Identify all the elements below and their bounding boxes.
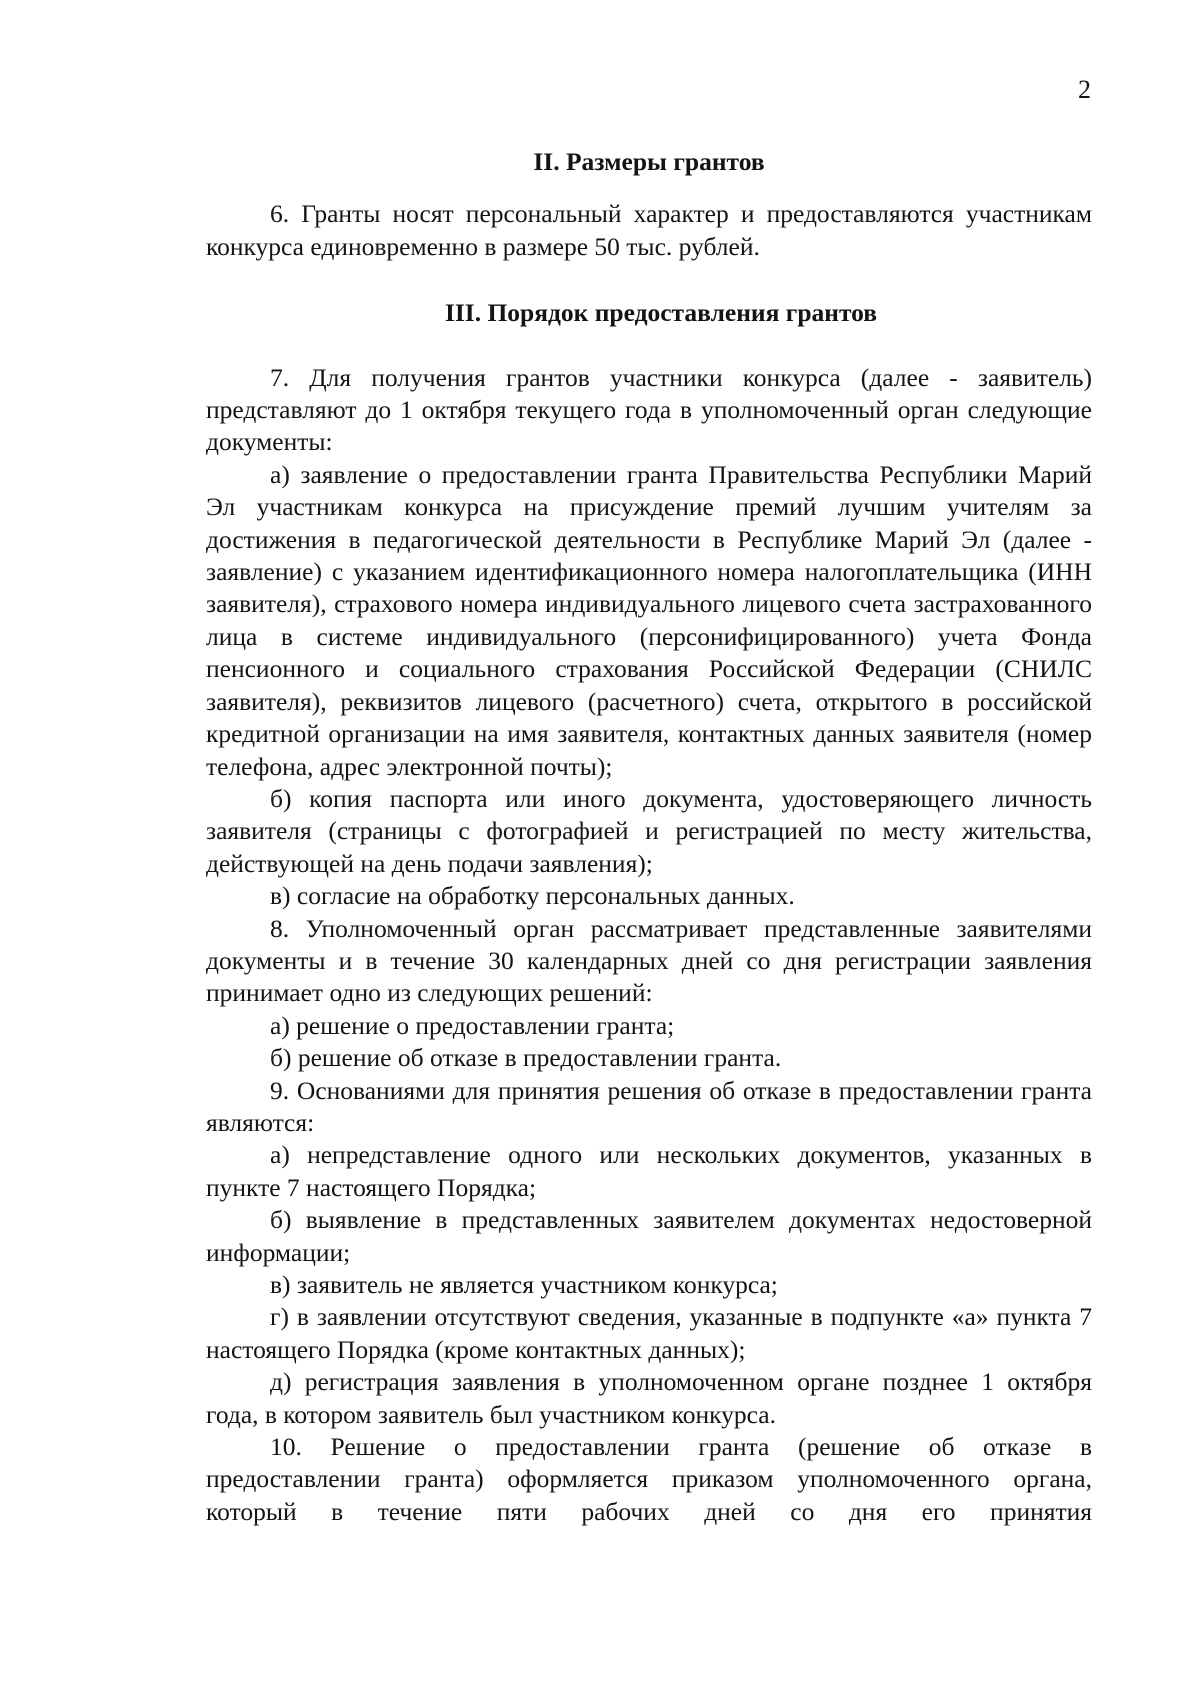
paragraph-8-b: б) решение об отказе в предоставлении гранта. [270, 1043, 782, 1073]
paragraph-8-a: а) решение о предоставлении гранта; [270, 1010, 675, 1040]
page-number: 2 [1078, 75, 1091, 104]
document-body [206, 138, 1092, 1528]
paragraph-9-g: г) в заявлении отсутствуют сведения, указанные в подпункте «а» пункта 7 настоящего Порядка (кроме контактных данных); [206, 1302, 1092, 1364]
paragraph-9-a: а) непредставление одного или нескольких документов, указанных в пункте 7 настоящего Порядка; [206, 1140, 1092, 1202]
paragraph-7-a: а) заявление о предоставлении гранта Правительства Республики Марий Эл участникам конкурса на присуждение премий лучшим учителям за достижения в педагогической деятельности в Республике Марий Эл (далее - заявление) с указанием идентификационного номера налогоплательщика (ИНН заявителя), страхового номера индивидуального лицевого счета застрахованного лица в системе индивидуального (персонифицированного) учета Фонда пенсионного и социального страхования Российской Федерации (СНИЛС заявителя), реквизитов лицевого (расчетного) счета, открытого в российской кредитной организации на имя заявителя, контактных данных заявителя (номер телефона, адрес электронной почты); [206, 459, 1092, 781]
paragraph-9-d: д) регистрация заявления в уполномоченном органе позднее 1 октября года, в котором заявитель был участником конкурса. [206, 1367, 1092, 1429]
paragraph-7-v: в) согласие на обработку персональных данных. [270, 881, 795, 911]
section-heading-grant-sizes: II. Размеры грантов [533, 147, 765, 176]
section-heading-grant-procedure: III. Порядок предоставления грантов [444, 298, 878, 328]
paragraph-7-b: б) копия паспорта или иного документа, удостоверяющего личность заявителя (страницы с фотографией и регистрацией по месту жительства, действующей на день подачи заявления); [206, 783, 1092, 878]
paragraph-6: 6. Гранты носят персональный характер и предоставляются участникам конкурса единовременно в размере 50 тыс. рублей. [206, 199, 1092, 261]
paragraph-9-v: в) заявитель не является участником конкурса; [270, 1270, 778, 1299]
paragraph-7: 7. Для получения грантов участники конкурса (далее - заявитель) представляют до 1 октября текущего года в уполномоченный орган следующие документы: [206, 362, 1092, 457]
paragraph-8: 8. Уполномоченный орган рассматривает представленные заявителями документы и в течение 30 календарных дней со дня регистрации заявления принимает одно из следующих решений: [206, 913, 1092, 1008]
paragraph-9: 9. Основаниями для принятия решения об отказе в предоставлении гранта являются: [206, 1075, 1092, 1137]
paragraph-9-b: б) выявление в представленных заявителем документах недостоверной информации; [206, 1205, 1092, 1267]
paragraph-10: 10. Решение о предоставлении гранта (решение об отказе в предоставлении гранта) оформляется приказом уполномоченного органа, который в течение пяти рабочих дней со дня его принятия [206, 1432, 1092, 1526]
